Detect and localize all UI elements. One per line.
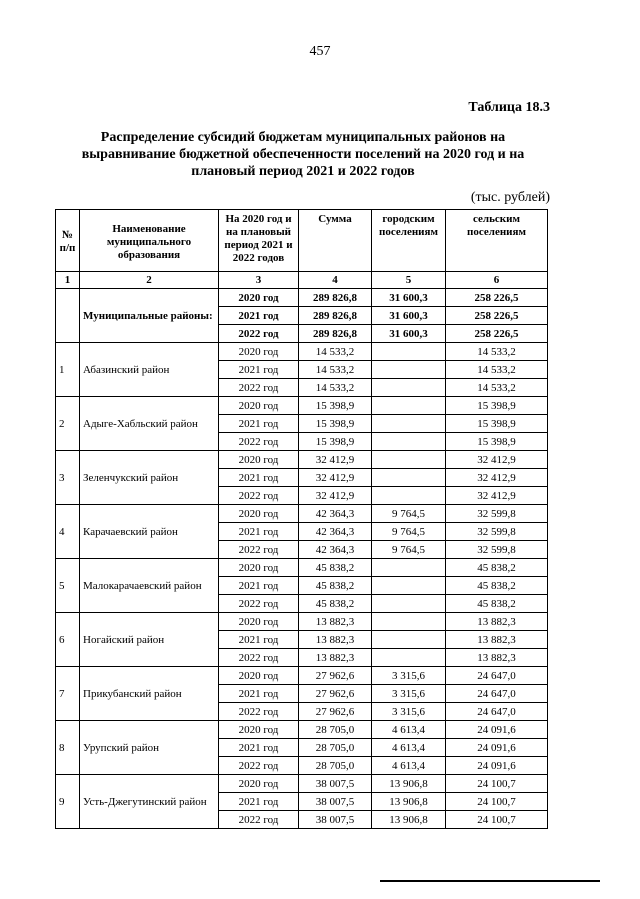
year-cell: 2022 год bbox=[219, 487, 299, 505]
district-name: Адыге-Хабльский район bbox=[80, 397, 219, 451]
year-cell: 2020 год bbox=[219, 775, 299, 793]
sum-cell: 28 705,0 bbox=[299, 721, 372, 739]
rural-cell: 32 412,9 bbox=[446, 487, 548, 505]
table-row bbox=[56, 451, 548, 469]
urban-cell bbox=[372, 577, 446, 595]
year-cell: 2020 год bbox=[219, 721, 299, 739]
column-number: 4 bbox=[299, 272, 372, 289]
rural-cell: 24 647,0 bbox=[446, 703, 548, 721]
year-cell: 2021 год bbox=[219, 685, 299, 703]
year-cell: 2020 год bbox=[219, 397, 299, 415]
row-number: 4 bbox=[56, 505, 80, 559]
year-cell: 2020 год bbox=[219, 289, 299, 307]
year-cell: 2020 год bbox=[219, 613, 299, 631]
rural-cell: 15 398,9 bbox=[446, 433, 548, 451]
row-number: 7 bbox=[56, 667, 80, 721]
year-cell: 2022 год bbox=[219, 541, 299, 559]
urban-cell: 9 764,5 bbox=[372, 523, 446, 541]
table-row bbox=[56, 559, 548, 577]
rural-cell: 32 599,8 bbox=[446, 523, 548, 541]
sum-cell: 14 533,2 bbox=[299, 343, 372, 361]
sum-cell: 14 533,2 bbox=[299, 379, 372, 397]
rural-cell: 14 533,2 bbox=[446, 379, 548, 397]
district-name: Зеленчукский район bbox=[80, 451, 219, 505]
rural-cell: 32 599,8 bbox=[446, 505, 548, 523]
year-cell: 2021 год bbox=[219, 307, 299, 325]
urban-cell bbox=[372, 397, 446, 415]
urban-cell: 4 613,4 bbox=[372, 721, 446, 739]
urban-cell: 9 764,5 bbox=[372, 541, 446, 559]
urban-cell bbox=[372, 415, 446, 433]
year-cell: 2021 год bbox=[219, 793, 299, 811]
header-period: На 2020 год и на плановый период 2021 и 2022 годов bbox=[219, 210, 299, 272]
column-number: 2 bbox=[80, 272, 219, 289]
table-label: Таблица 18.3 bbox=[468, 100, 550, 115]
rural-cell: 13 882,3 bbox=[446, 649, 548, 667]
header-num: № п/п bbox=[56, 210, 80, 272]
page-number: 457 bbox=[309, 44, 331, 59]
year-cell: 2021 год bbox=[219, 523, 299, 541]
district-name: Абазинский район bbox=[80, 343, 219, 397]
district-name: Урупский район bbox=[80, 721, 219, 775]
summary-row bbox=[56, 289, 548, 307]
sum-cell: 45 838,2 bbox=[299, 595, 372, 613]
sum-cell: 13 882,3 bbox=[299, 613, 372, 631]
rural-cell: 15 398,9 bbox=[446, 415, 548, 433]
sum-cell: 38 007,5 bbox=[299, 793, 372, 811]
sum-cell: 38 007,5 bbox=[299, 811, 372, 829]
urban-cell: 13 906,8 bbox=[372, 811, 446, 829]
rural-cell: 13 882,3 bbox=[446, 631, 548, 649]
urban-cell: 13 906,8 bbox=[372, 775, 446, 793]
year-cell: 2020 год bbox=[219, 667, 299, 685]
year-cell: 2021 год bbox=[219, 739, 299, 757]
sum-cell: 38 007,5 bbox=[299, 775, 372, 793]
footer-rule bbox=[380, 880, 600, 882]
sum-cell: 27 962,6 bbox=[299, 685, 372, 703]
row-number: 8 bbox=[56, 721, 80, 775]
urban-cell: 4 613,4 bbox=[372, 739, 446, 757]
rural-cell: 24 091,6 bbox=[446, 721, 548, 739]
sum-cell: 42 364,3 bbox=[299, 523, 372, 541]
year-cell: 2022 год bbox=[219, 703, 299, 721]
sum-cell: 42 364,3 bbox=[299, 505, 372, 523]
document-title: Распределение субсидий бюджетам муниципальных районов на выравнивание бюджетной обеспеченности поселений на 2020 год и на плановый период 2021 и 2022 годов bbox=[81, 130, 525, 179]
district-name: Карачаевский район bbox=[80, 505, 219, 559]
year-cell: 2021 год bbox=[219, 415, 299, 433]
column-number: 1 bbox=[56, 272, 80, 289]
urban-cell bbox=[372, 613, 446, 631]
year-cell: 2020 год bbox=[219, 451, 299, 469]
sum-cell: 14 533,2 bbox=[299, 361, 372, 379]
urban-cell bbox=[372, 595, 446, 613]
rural-cell: 24 091,6 bbox=[446, 757, 548, 775]
urban-cell: 13 906,8 bbox=[372, 793, 446, 811]
rural-cell: 14 533,2 bbox=[446, 343, 548, 361]
urban-cell: 3 315,6 bbox=[372, 667, 446, 685]
sum-cell: 13 882,3 bbox=[299, 631, 372, 649]
rural-cell: 32 599,8 bbox=[446, 541, 548, 559]
year-cell: 2021 год bbox=[219, 577, 299, 595]
table-body bbox=[56, 289, 548, 829]
urban-cell bbox=[372, 559, 446, 577]
rural-cell: 45 838,2 bbox=[446, 559, 548, 577]
rural-cell: 24 091,6 bbox=[446, 739, 548, 757]
table-row bbox=[56, 343, 548, 361]
column-number: 3 bbox=[219, 272, 299, 289]
rural-cell: 24 100,7 bbox=[446, 793, 548, 811]
year-cell: 2020 год bbox=[219, 559, 299, 577]
district-name: Усть-Джегутинский район bbox=[80, 775, 219, 829]
table-wrapper bbox=[55, 209, 548, 829]
row-number: 6 bbox=[56, 613, 80, 667]
rural-cell: 32 412,9 bbox=[446, 469, 548, 487]
sum-cell: 289 826,8 bbox=[299, 325, 372, 343]
rural-cell: 24 647,0 bbox=[446, 667, 548, 685]
rural-cell: 24 647,0 bbox=[446, 685, 548, 703]
rural-cell: 24 100,7 bbox=[446, 811, 548, 829]
sum-cell: 28 705,0 bbox=[299, 739, 372, 757]
sum-cell: 32 412,9 bbox=[299, 451, 372, 469]
sum-cell: 15 398,9 bbox=[299, 433, 372, 451]
urban-cell bbox=[372, 343, 446, 361]
urban-cell: 31 600,3 bbox=[372, 289, 446, 307]
year-cell: 2022 год bbox=[219, 649, 299, 667]
table-row bbox=[56, 397, 548, 415]
header-rural: сельским поселениям bbox=[446, 210, 548, 272]
urban-cell: 31 600,3 bbox=[372, 325, 446, 343]
subsidy-table bbox=[55, 209, 548, 829]
units-label: (тыс. рублей) bbox=[470, 190, 550, 205]
rural-cell: 258 226,5 bbox=[446, 289, 548, 307]
sum-cell: 13 882,3 bbox=[299, 649, 372, 667]
row-number: 9 bbox=[56, 775, 80, 829]
sum-cell: 289 826,8 bbox=[299, 307, 372, 325]
sum-cell: 32 412,9 bbox=[299, 487, 372, 505]
district-name: Прикубанский район bbox=[80, 667, 219, 721]
urban-cell: 3 315,6 bbox=[372, 703, 446, 721]
rural-cell: 45 838,2 bbox=[446, 595, 548, 613]
rural-cell: 45 838,2 bbox=[446, 577, 548, 595]
row-number: 1 bbox=[56, 343, 80, 397]
column-number: 6 bbox=[446, 272, 548, 289]
sum-cell: 289 826,8 bbox=[299, 289, 372, 307]
year-cell: 2022 год bbox=[219, 811, 299, 829]
sum-cell: 15 398,9 bbox=[299, 415, 372, 433]
year-cell: 2021 год bbox=[219, 469, 299, 487]
header-name: Наименование муниципального образования bbox=[80, 210, 219, 272]
urban-cell bbox=[372, 361, 446, 379]
urban-cell: 3 315,6 bbox=[372, 685, 446, 703]
urban-cell bbox=[372, 379, 446, 397]
urban-cell: 31 600,3 bbox=[372, 307, 446, 325]
table-row bbox=[56, 667, 548, 685]
rural-cell: 14 533,2 bbox=[446, 361, 548, 379]
sum-cell: 27 962,6 bbox=[299, 667, 372, 685]
year-cell: 2022 год bbox=[219, 757, 299, 775]
year-cell: 2021 год bbox=[219, 361, 299, 379]
rural-cell: 258 226,5 bbox=[446, 325, 548, 343]
district-name: Ногайский район bbox=[80, 613, 219, 667]
column-number-row bbox=[56, 272, 548, 289]
sum-cell: 42 364,3 bbox=[299, 541, 372, 559]
summary-name: Муниципальные районы: bbox=[80, 289, 219, 343]
rural-cell: 13 882,3 bbox=[446, 613, 548, 631]
header-row bbox=[56, 210, 548, 272]
column-number: 5 bbox=[372, 272, 446, 289]
year-cell: 2020 год bbox=[219, 505, 299, 523]
row-number: 5 bbox=[56, 559, 80, 613]
row-number bbox=[56, 289, 80, 343]
year-cell: 2022 год bbox=[219, 325, 299, 343]
table-row bbox=[56, 613, 548, 631]
rural-cell: 24 100,7 bbox=[446, 775, 548, 793]
sum-cell: 15 398,9 bbox=[299, 397, 372, 415]
year-cell: 2021 год bbox=[219, 631, 299, 649]
row-number: 3 bbox=[56, 451, 80, 505]
urban-cell bbox=[372, 649, 446, 667]
urban-cell bbox=[372, 631, 446, 649]
urban-cell bbox=[372, 469, 446, 487]
header-urban: городским поселениям bbox=[372, 210, 446, 272]
sum-cell: 32 412,9 bbox=[299, 469, 372, 487]
urban-cell bbox=[372, 433, 446, 451]
header-sum: Сумма bbox=[299, 210, 372, 272]
sum-cell: 27 962,6 bbox=[299, 703, 372, 721]
rural-cell: 32 412,9 bbox=[446, 451, 548, 469]
sum-cell: 45 838,2 bbox=[299, 559, 372, 577]
urban-cell: 4 613,4 bbox=[372, 757, 446, 775]
year-cell: 2020 год bbox=[219, 343, 299, 361]
sum-cell: 28 705,0 bbox=[299, 757, 372, 775]
urban-cell bbox=[372, 451, 446, 469]
urban-cell bbox=[372, 487, 446, 505]
sum-cell: 45 838,2 bbox=[299, 577, 372, 595]
rural-cell: 258 226,5 bbox=[446, 307, 548, 325]
rural-cell: 15 398,9 bbox=[446, 397, 548, 415]
year-cell: 2022 год bbox=[219, 379, 299, 397]
district-name: Малокарачаевский район bbox=[80, 559, 219, 613]
row-number: 2 bbox=[56, 397, 80, 451]
year-cell: 2022 год bbox=[219, 595, 299, 613]
urban-cell: 9 764,5 bbox=[372, 505, 446, 523]
table-row bbox=[56, 721, 548, 739]
table-row bbox=[56, 505, 548, 523]
year-cell: 2022 год bbox=[219, 433, 299, 451]
table-row bbox=[56, 775, 548, 793]
